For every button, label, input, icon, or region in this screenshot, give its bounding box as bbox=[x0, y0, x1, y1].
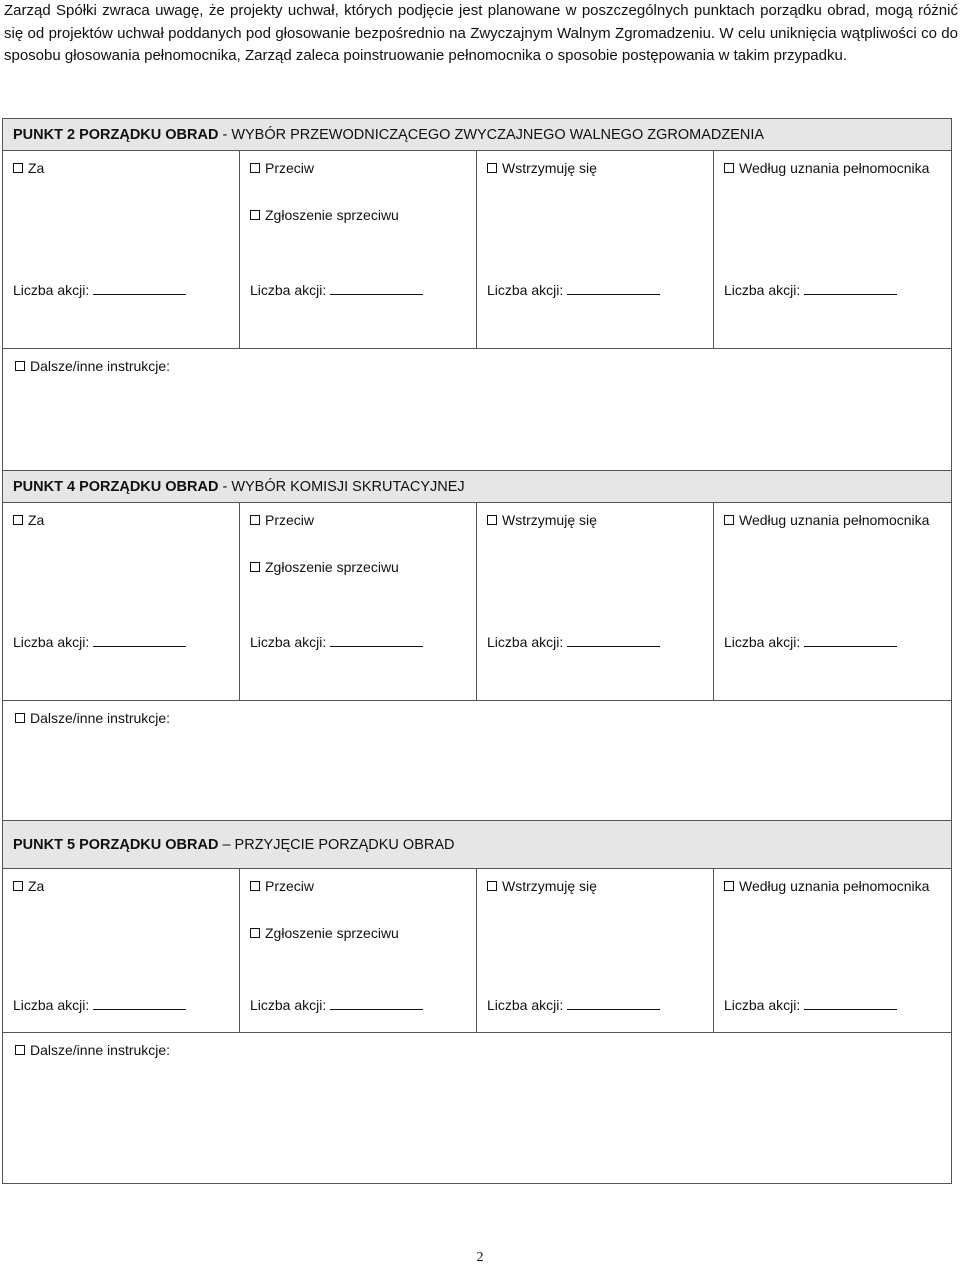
option-przeciw[interactable]: Przeciw bbox=[250, 512, 314, 528]
option-wedlug-cell bbox=[714, 869, 952, 1033]
section-header: PUNKT 2 PORZĄDKU OBRAD - WYBÓR PRZEWODNICZĄCEGO ZWYCZAJNEGO WALNEGO ZGROMADZENIA bbox=[3, 119, 952, 151]
section-header: PUNKT 4 PORZĄDKU OBRAD - WYBÓR KOMISJI SKRUTACYJNEJ bbox=[3, 471, 952, 503]
shares-blank[interactable] bbox=[93, 997, 186, 1010]
option-sprzeciw[interactable]: Zgłoszenie sprzeciwu bbox=[250, 559, 399, 575]
option-za-cell bbox=[3, 151, 240, 349]
shares-field-wstrzymuje: Liczba akcji: bbox=[487, 282, 660, 298]
option-dalsze[interactable]: Dalsze/inne instrukcje: bbox=[15, 358, 170, 374]
shares-field-przeciw: Liczba akcji: bbox=[250, 282, 423, 298]
option-wstrzymuje[interactable]: Wstrzymuję się bbox=[487, 878, 597, 894]
checkbox-icon[interactable] bbox=[15, 361, 25, 371]
option-wstrzymuje-cell bbox=[477, 503, 714, 701]
option-wedlug-cell bbox=[714, 503, 952, 701]
shares-blank[interactable] bbox=[93, 634, 186, 647]
page-number: 2 bbox=[476, 1250, 484, 1265]
option-za-cell bbox=[3, 503, 240, 701]
shares-field-wedlug: Liczba akcji: bbox=[724, 282, 897, 298]
checkbox-icon[interactable] bbox=[487, 515, 497, 525]
checkbox-icon[interactable] bbox=[250, 163, 260, 173]
checkbox-icon[interactable] bbox=[250, 928, 260, 938]
checkbox-icon[interactable] bbox=[13, 881, 23, 891]
shares-blank[interactable] bbox=[567, 997, 660, 1010]
intro-paragraph: Zarząd Spółki zwraca uwagę, że projekty uchwał, których podjęcie jest planowane w poszczególnych punktach porządku obrad, mogą różnić się od projektów uchwał poddanych pod głosowanie bezpośrednio na Zwyczajnym Walnym Zgromadzeniu. W celu uniknięcia wątpliwości co do sposobu głosowania pełnomocnika, Zarząd zaleca poinstruowanie pełnomocnika o sposobie postępowania w takim przypadku. bbox=[4, 2, 958, 64]
checkbox-icon[interactable] bbox=[15, 713, 25, 723]
option-wstrzymuje-cell bbox=[477, 869, 714, 1033]
shares-blank[interactable] bbox=[804, 634, 897, 647]
shares-blank[interactable] bbox=[567, 634, 660, 647]
option-wedlug[interactable]: Według uznania pełnomocnika bbox=[724, 512, 929, 528]
checkbox-icon[interactable] bbox=[487, 881, 497, 891]
option-wstrzymuje-cell bbox=[477, 151, 714, 349]
option-wstrzymuje[interactable]: Wstrzymuję się bbox=[487, 512, 597, 528]
option-przeciw-cell bbox=[240, 151, 477, 349]
shares-field-wedlug: Liczba akcji: bbox=[724, 997, 897, 1013]
shares-field-wstrzymuje: Liczba akcji: bbox=[487, 997, 660, 1013]
checkbox-icon[interactable] bbox=[13, 515, 23, 525]
option-za[interactable]: Za bbox=[13, 160, 44, 176]
shares-field-wedlug: Liczba akcji: bbox=[724, 634, 897, 650]
shares-blank[interactable] bbox=[330, 997, 423, 1010]
option-przeciw-cell bbox=[240, 869, 477, 1033]
section-header: PUNKT 5 PORZĄDKU OBRAD – PRZYJĘCIE PORZĄDKU OBRAD bbox=[3, 821, 952, 869]
ballot-section-punkt-2 bbox=[2, 118, 952, 500]
option-przeciw-cell bbox=[240, 503, 477, 701]
shares-field-przeciw: Liczba akcji: bbox=[250, 997, 423, 1013]
option-wedlug[interactable]: Według uznania pełnomocnika bbox=[724, 878, 929, 894]
option-dalsze[interactable]: Dalsze/inne instrukcje: bbox=[15, 710, 170, 726]
checkbox-icon[interactable] bbox=[250, 562, 260, 572]
shares-field-za: Liczba akcji: bbox=[13, 997, 186, 1013]
instructions-cell[interactable] bbox=[3, 1033, 952, 1184]
option-sprzeciw[interactable]: Zgłoszenie sprzeciwu bbox=[250, 207, 399, 223]
checkbox-icon[interactable] bbox=[487, 163, 497, 173]
ballot-section-punkt-5 bbox=[2, 820, 952, 1184]
shares-blank[interactable] bbox=[804, 282, 897, 295]
checkbox-icon[interactable] bbox=[724, 881, 734, 891]
shares-blank[interactable] bbox=[330, 634, 423, 647]
shares-blank[interactable] bbox=[567, 282, 660, 295]
option-wedlug[interactable]: Według uznania pełnomocnika bbox=[724, 160, 929, 176]
shares-field-wstrzymuje: Liczba akcji: bbox=[487, 634, 660, 650]
option-za-cell bbox=[3, 869, 240, 1033]
option-za[interactable]: Za bbox=[13, 878, 44, 894]
option-wstrzymuje[interactable]: Wstrzymuję się bbox=[487, 160, 597, 176]
shares-blank[interactable] bbox=[804, 997, 897, 1010]
shares-blank[interactable] bbox=[330, 282, 423, 295]
shares-field-za: Liczba akcji: bbox=[13, 282, 186, 298]
checkbox-icon[interactable] bbox=[250, 515, 260, 525]
checkbox-icon[interactable] bbox=[250, 881, 260, 891]
checkbox-icon[interactable] bbox=[724, 163, 734, 173]
option-wedlug-cell bbox=[714, 151, 952, 349]
shares-field-za: Liczba akcji: bbox=[13, 634, 186, 650]
checkbox-icon[interactable] bbox=[13, 163, 23, 173]
checkbox-icon[interactable] bbox=[250, 210, 260, 220]
shares-field-przeciw: Liczba akcji: bbox=[250, 634, 423, 650]
option-przeciw[interactable]: Przeciw bbox=[250, 160, 314, 176]
shares-blank[interactable] bbox=[93, 282, 186, 295]
option-dalsze[interactable]: Dalsze/inne instrukcje: bbox=[15, 1042, 170, 1058]
option-za[interactable]: Za bbox=[13, 512, 44, 528]
checkbox-icon[interactable] bbox=[724, 515, 734, 525]
checkbox-icon[interactable] bbox=[15, 1045, 25, 1055]
option-sprzeciw[interactable]: Zgłoszenie sprzeciwu bbox=[250, 925, 399, 941]
option-przeciw[interactable]: Przeciw bbox=[250, 878, 314, 894]
ballot-section-punkt-4 bbox=[2, 470, 952, 852]
